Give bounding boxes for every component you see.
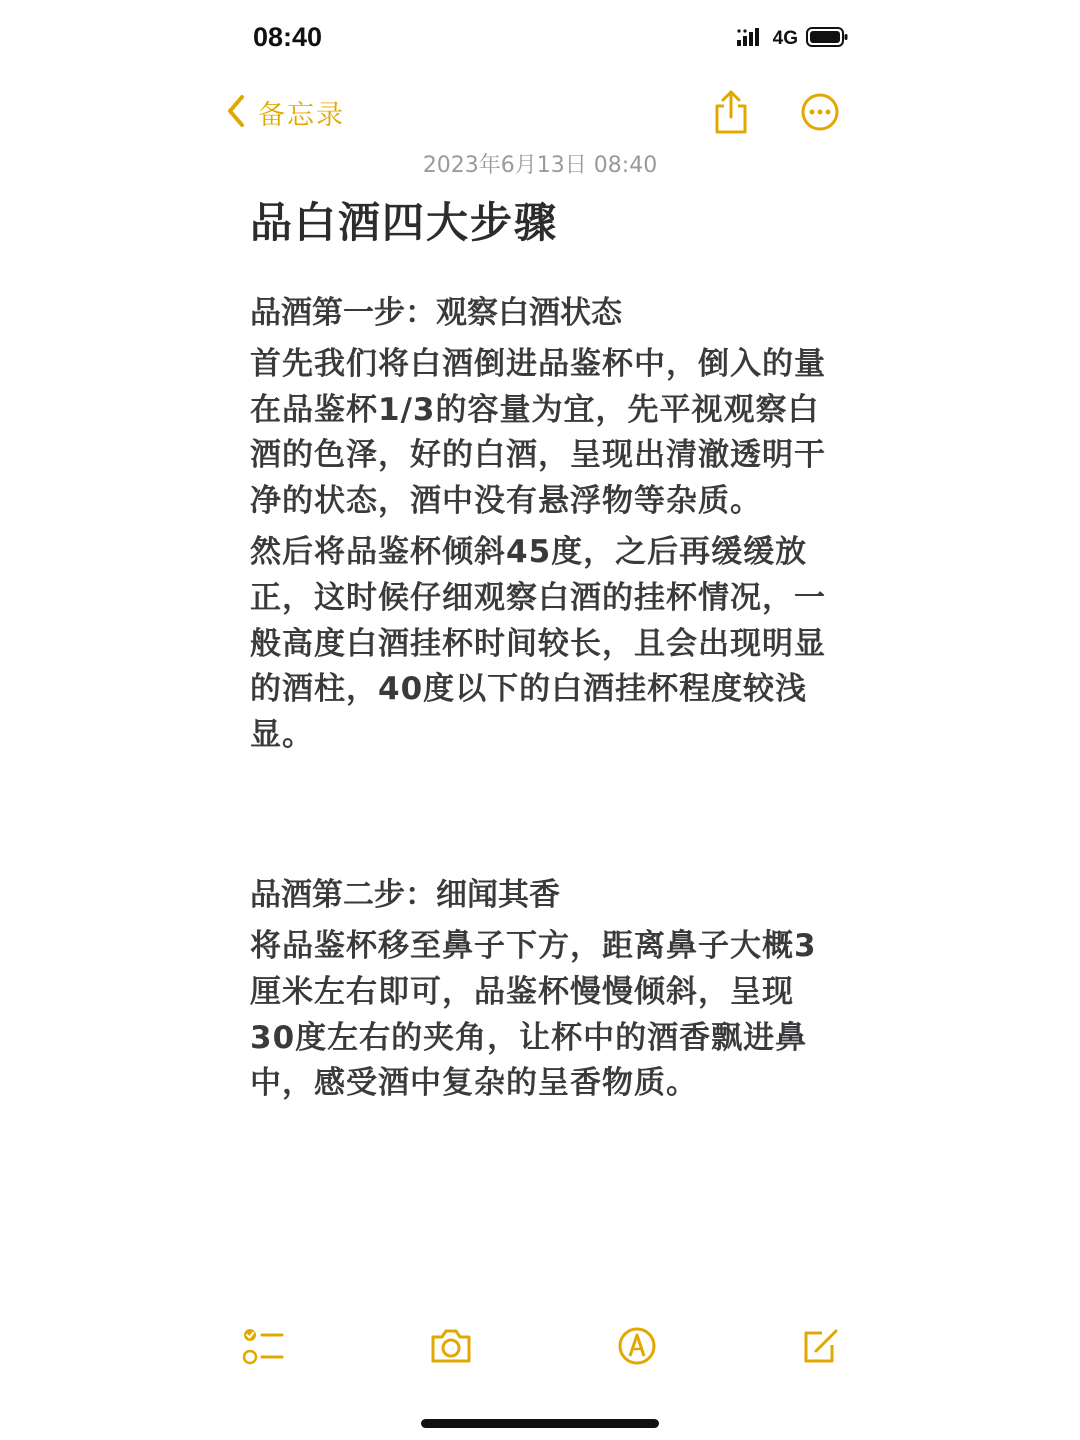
note-title: 品白酒四大步骤 bbox=[250, 198, 559, 247]
compose-icon bbox=[800, 1352, 842, 1371]
more-icon bbox=[800, 117, 840, 136]
checklist-button[interactable] bbox=[242, 1325, 284, 1371]
paragraph: 将品鉴杯移至鼻子下方，距离鼻子大概3厘米左右即可，品鉴杯慢慢倾斜，呈现30度左右的夹角，让杯中的酒香飘进鼻中，感受酒中复杂的呈香物质。 bbox=[250, 928, 817, 1102]
camera-icon bbox=[429, 1352, 473, 1371]
checklist-icon bbox=[242, 1352, 284, 1371]
bottom-toolbar bbox=[0, 1325, 1080, 1385]
compose-button[interactable] bbox=[800, 1325, 842, 1371]
section-heading: 品酒第二步：细闻其香 bbox=[250, 877, 560, 914]
share-icon bbox=[712, 120, 750, 139]
battery-icon bbox=[806, 26, 848, 52]
markup-pen-icon bbox=[616, 1352, 658, 1371]
nav-bar bbox=[0, 85, 1080, 145]
note-body[interactable] bbox=[250, 290, 830, 1113]
chevron-left-icon bbox=[226, 94, 246, 132]
back-button[interactable] bbox=[226, 93, 345, 132]
note-section bbox=[250, 872, 830, 1106]
back-label: 备忘录 bbox=[258, 100, 345, 131]
camera-button[interactable] bbox=[429, 1325, 473, 1371]
markup-button[interactable] bbox=[616, 1325, 658, 1371]
signal-bars-icon bbox=[737, 27, 765, 51]
section-heading: 品酒第一步：观察白酒状态 bbox=[250, 295, 622, 331]
paragraph: 然后将品鉴杯倾斜45度，之后再缓缓放正，这时候仔细观察白酒的挂杯情况，一般高度白酒挂杯时间较长，且会出现明显的酒柱，40度以下的白酒挂杯程度较浅显。 bbox=[250, 534, 826, 753]
home-indicator[interactable] bbox=[421, 1419, 659, 1428]
paragraph: 首先我们将白酒倒进品鉴杯中，倒入的量在品鉴杯1/3的容量为宜，先平视观察白酒的色泽，好的白酒，呈现出清澈透明干净的状态，酒中没有悬浮物等杂质。 bbox=[250, 346, 826, 519]
note-date: 2023年6月13日 08:40 bbox=[422, 153, 658, 178]
more-button[interactable] bbox=[800, 92, 840, 136]
status-indicators bbox=[737, 26, 848, 52]
network-label: 4G bbox=[772, 28, 798, 49]
status-time: 08:40 bbox=[253, 22, 323, 52]
note-section bbox=[250, 290, 830, 758]
share-button[interactable] bbox=[712, 89, 750, 139]
status-bar bbox=[0, 0, 1080, 80]
blank-lines bbox=[250, 764, 830, 872]
